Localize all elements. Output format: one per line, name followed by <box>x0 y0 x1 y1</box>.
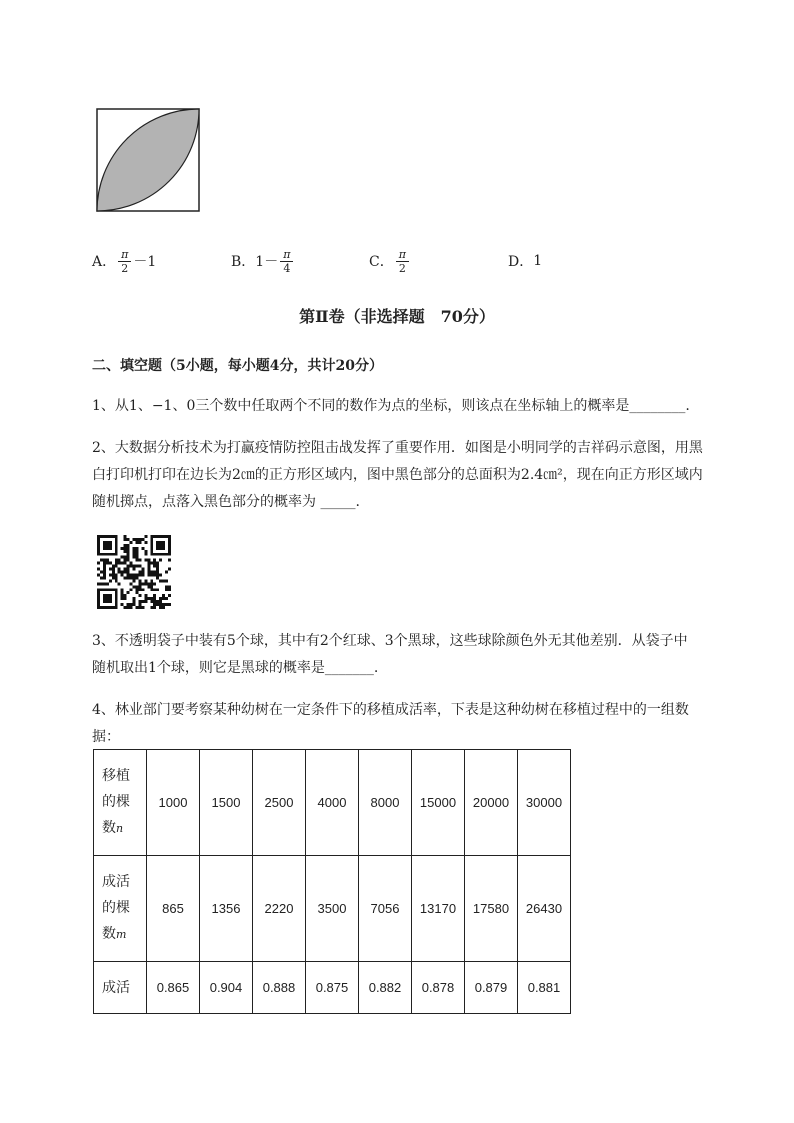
table-cell: 2500 <box>253 750 306 856</box>
transplant-data-table <box>93 749 571 1014</box>
choice-a-letter: A． <box>92 254 117 270</box>
variable-n: n <box>116 822 124 835</box>
table-cell: 26430 <box>518 856 571 962</box>
row-header-line: 的棵 <box>102 794 130 810</box>
table-cell: 13170 <box>412 856 465 962</box>
table-cell: 0.888 <box>253 962 306 1014</box>
choice-c-fraction <box>396 248 409 275</box>
part-title: 二、填空题（5小题，每小题4分，共计20分） <box>92 358 383 374</box>
table-cell: 4000 <box>306 750 359 856</box>
choice-d[interactable] <box>508 244 542 278</box>
row-header-line: 数n <box>102 820 124 836</box>
table-cell: 0.878 <box>412 962 465 1014</box>
table-cell: 3500 <box>306 856 359 962</box>
table-cell: 30000 <box>518 750 571 856</box>
table-cell: 17580 <box>465 856 518 962</box>
choice-a-suffix: －1 <box>133 254 157 270</box>
question-4-line-1: 4、林业部门要考察某种幼树在一定条件下的移植成活率，下表是这种幼树在移植过程中的一组数 <box>92 702 689 718</box>
choice-a[interactable] <box>92 244 156 278</box>
table-row-rate <box>94 962 571 1014</box>
choice-a-fraction <box>118 248 131 275</box>
section-title: 第Ⅱ卷（非选择题 70分） <box>299 307 495 326</box>
choice-c-denominator: 2 <box>398 261 406 275</box>
choice-b-fraction <box>280 248 293 275</box>
question-3-line-2: 随机取出1个球，则它是黑球的概率是_______. <box>92 660 379 676</box>
table-cell: 0.881 <box>518 962 571 1014</box>
choice-d-letter: D． <box>508 254 534 270</box>
choice-c-letter: C． <box>369 254 394 270</box>
choice-a-numerator: π <box>118 248 131 262</box>
row-header-line: 数m <box>102 926 127 942</box>
question-2-line-1: 2、大数据分析技术为打赢疫情防控阻击战发挥了重要作用．如图是小明同学的吉祥码示意图，用黑 <box>92 440 703 456</box>
choice-b-letter: B． <box>231 254 256 270</box>
row-header-planted <box>94 750 147 856</box>
qr-code-icon <box>97 535 171 609</box>
square-lens-diagram <box>96 108 200 212</box>
table-cell: 0.904 <box>200 962 253 1014</box>
choice-c-numerator: π <box>396 248 409 262</box>
question-4 <box>92 697 752 751</box>
table-cell: 865 <box>147 856 200 962</box>
table-cell: 15000 <box>412 750 465 856</box>
choice-b-numerator: π <box>280 248 293 262</box>
qr-code-image <box>97 535 171 609</box>
table-cell: 1356 <box>200 856 253 962</box>
table-cell: 1000 <box>147 750 200 856</box>
row-header-line: 成活 <box>102 874 130 890</box>
table-cell: 20000 <box>465 750 518 856</box>
variable-m: m <box>116 928 127 941</box>
table-cell: 0.882 <box>359 962 412 1014</box>
choice-b[interactable] <box>231 244 295 278</box>
table-row-survived <box>94 856 571 962</box>
choice-a-denominator: 2 <box>121 261 129 275</box>
row-header-rate: 成活 <box>94 962 147 1014</box>
choice-d-value: 1 <box>533 253 543 269</box>
answer-choices <box>92 244 552 278</box>
table-cell: 8000 <box>359 750 412 856</box>
table-cell: 1500 <box>200 750 253 856</box>
row-header-line: 的棵 <box>102 900 130 916</box>
question-2 <box>92 435 752 516</box>
question-2-line-3: 随机掷点，点落入黑色部分的概率为 _____. <box>92 494 360 510</box>
table-cell: 2220 <box>253 856 306 962</box>
question-1: 1、从1、−1、0三个数中任取两个不同的数作为点的坐标，则该点在坐标轴上的概率是________. <box>92 398 690 414</box>
lens-figure <box>96 108 200 212</box>
row-header-survived <box>94 856 147 962</box>
question-4-line-2: 据： <box>92 729 120 745</box>
table-cell: 0.875 <box>306 962 359 1014</box>
table-cell: 7056 <box>359 856 412 962</box>
row-header-line: 移植 <box>102 768 130 784</box>
question-3-line-1: 3、不透明袋子中装有5个球，其中有2个红球、3个黑球，这些球除颜色外无其他差别．从袋子中 <box>92 633 688 649</box>
table-row-planted <box>94 750 571 856</box>
question-3 <box>92 628 752 682</box>
choice-b-denominator: 4 <box>283 261 291 275</box>
table-cell: 0.865 <box>147 962 200 1014</box>
choice-b-prefix: 1－ <box>255 254 279 270</box>
choice-c[interactable] <box>369 244 411 278</box>
question-2-line-2: 白打印机打印在边长为2㎝的正方形区域内，图中黑色部分的总面积为2.4㎝²，现在向正方形区域内 <box>92 467 703 483</box>
table-cell: 0.879 <box>465 962 518 1014</box>
